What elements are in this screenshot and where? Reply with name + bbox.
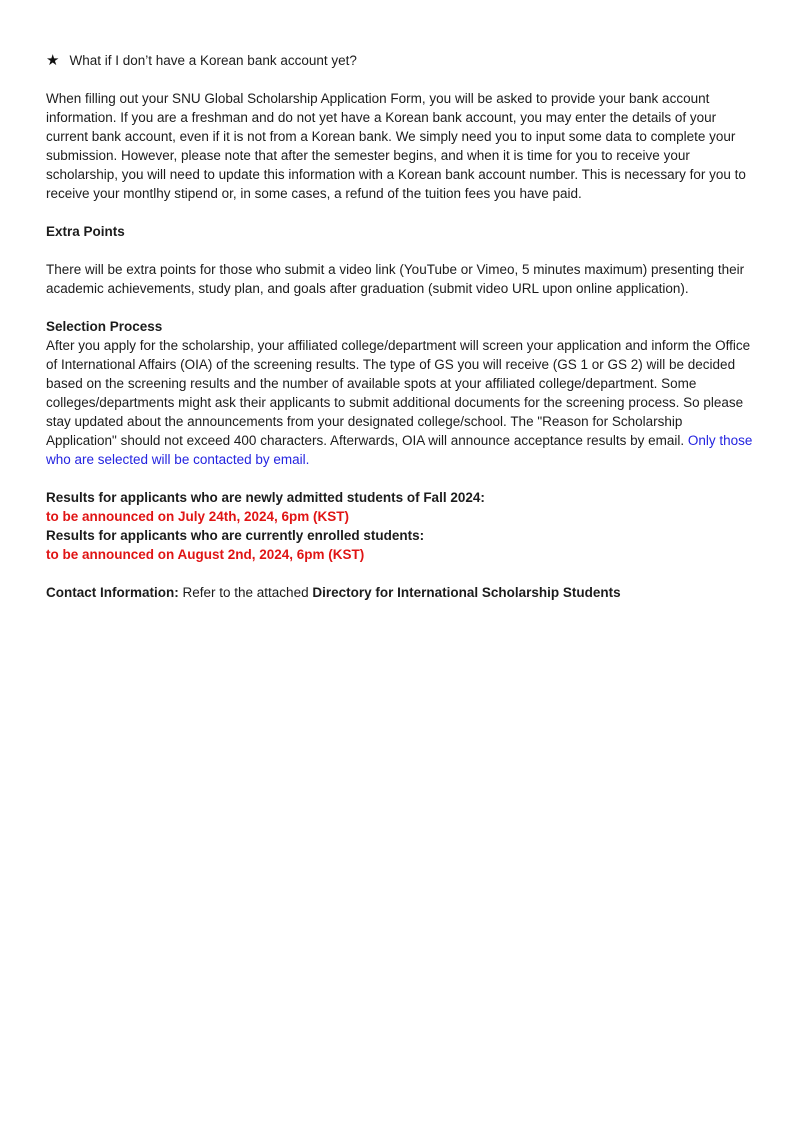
star-icon: ★ — [46, 52, 60, 69]
results-date-newly-admitted: to be announced on July 24th, 2024, 6pm (KST) — [46, 509, 350, 524]
faq-question-text: What if I don’t have a Korean bank account yet? — [69, 53, 357, 68]
selection-process-paragraph — [46, 336, 753, 469]
results-date-currently-enrolled: to be announced on August 2nd, 2024, 6pm (KST) — [46, 547, 365, 562]
contact-label: Contact Information: — [46, 585, 179, 600]
extra-points-heading: Extra Points — [46, 224, 125, 239]
bank-account-paragraph: When filling out your SNU Global Scholarship Application Form, you will be asked to provide your bank account information. If you are a freshman and do not yet have a Korean bank account, you may enter the details of your current bank account, even if it is not from a Korean bank. We simply need you to input some data to complete your submission. However, please note that after the semester begins, and when it is time for you to receive your scholarship, you will need to update this information with a Korean bank account number. This is necessary for you to receive your montlhy stipend or, in some cases, a refund of the tuition fees you have paid. — [46, 91, 746, 201]
selection-process-text: After you apply for the scholarship, your affiliated college/department will screen your application and inform the Office of International Affairs (OIA) of the screening results. The type of GS you will receive (GS 1 or GS 2) will be decided based on the screening results and the number of available spots at your affiliated college/department. Some colleges/departments might ask their applicants to submit additional documents for the screening process. So please stay updated about the announcements from your designated college/school. The "Reason for Scholarship Application" should not exceed 400 characters. Afterwards, OIA will announce acceptance results by email. — [46, 338, 751, 448]
results-section — [46, 488, 753, 564]
extra-points-paragraph: There will be extra points for those who submit a video link (YouTube or Vimeo, 5 minutes maximum) presenting their academic achievements, study plan, and goals after graduation (submit video URL upon online application). — [46, 262, 745, 296]
contact-info-line — [46, 583, 753, 602]
faq-question — [46, 51, 753, 70]
results-label-currently-enrolled: Results for applicants who are currently enrolled students: — [46, 528, 425, 543]
contact-attachment-name: Directory for International Scholarship Students — [312, 585, 621, 600]
selection-process-heading: Selection Process — [46, 319, 163, 334]
selection-notice-text: Only those who are selected will be contacted by email. — [46, 433, 753, 467]
contact-middle-text: Refer to the attached — [178, 585, 313, 600]
results-label-newly-admitted: Results for applicants who are newly admitted students of Fall 2024: — [46, 490, 485, 505]
